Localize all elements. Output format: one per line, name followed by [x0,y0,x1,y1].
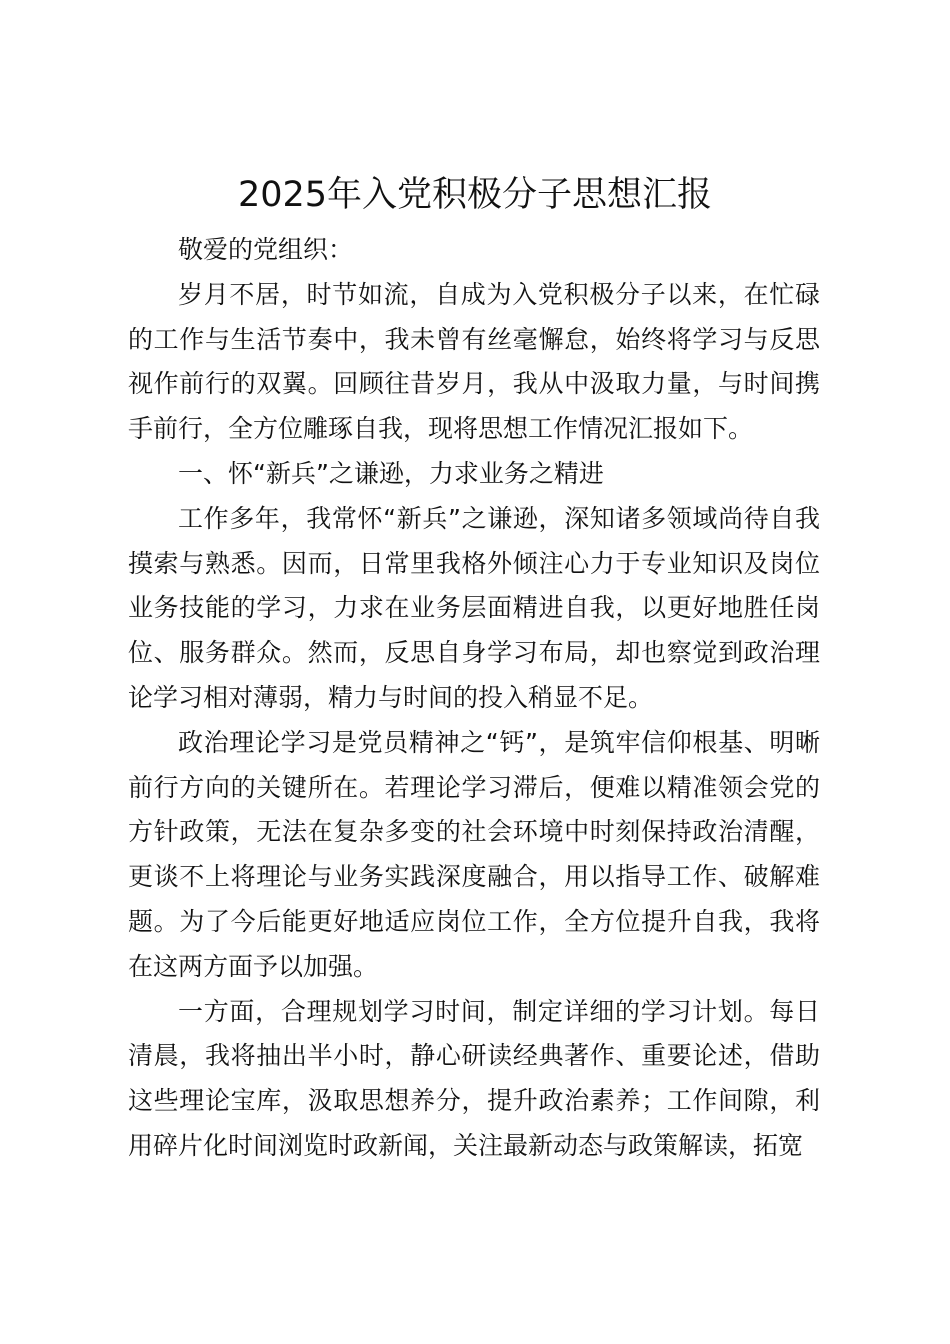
paragraph-work: 工作多年，我常怀“新兵”之谦逊，深知诸多领域尚待自我摸索与熟悉。因而，日常里我格外倾注心力于专业知识及岗位业务技能的学习，力求在业务层面精进自我，以更好地胜任岗位、服务群众。然而，反思自身学习布局，却也察觉到政治理论学习相对薄弱，精力与时间的投入稍显不足。 [128,503,820,712]
salutation: 敬爱的党组织： [178,235,354,264]
document-title: 2025年入党积极分子思想汇报 [237,175,713,215]
document-body [128,228,820,1169]
paragraph-intro: 岁月不居，时节如流，自成为入党积极分子以来，在忙碌的工作与生活节奏中，我未曾有丝毫懈怠，始终将学习与反思视作前行的双翼。回顾往昔岁月，我从中汲取力量，与时间携手前行，全方位雕琢自我，现将思想工作情况汇报如下。 [128,279,820,444]
paragraph-theory: 政治理论学习是党员精神之“钙”，是筑牢信仰根基、明晰前行方向的关键所在。若理论学习滞后，便难以精准领会党的方针政策，无法在复杂多变的社会环境中时刻保持政治清醒，更谈不上将理论与业务实践深度融合，用以指导工作、破解难题。为了今后能更好地适应岗位工作，全方位提升自我，我将在这两方面予以加强。 [128,727,820,981]
paragraph-plan: 一方面，合理规划学习时间，制定详细的学习计划。每日清晨，我将抽出半小时，静心研读经典著作、重要论述，借助这些理论宝库，汲取思想养分，提升政治素养；工作间隙，利用碎片化时间浏览时政新闻，关注最新动态与政策解读，拓宽 [128,996,820,1160]
section-heading-1: 一、怀“新兵”之谦逊，力求业务之精进 [178,458,604,488]
